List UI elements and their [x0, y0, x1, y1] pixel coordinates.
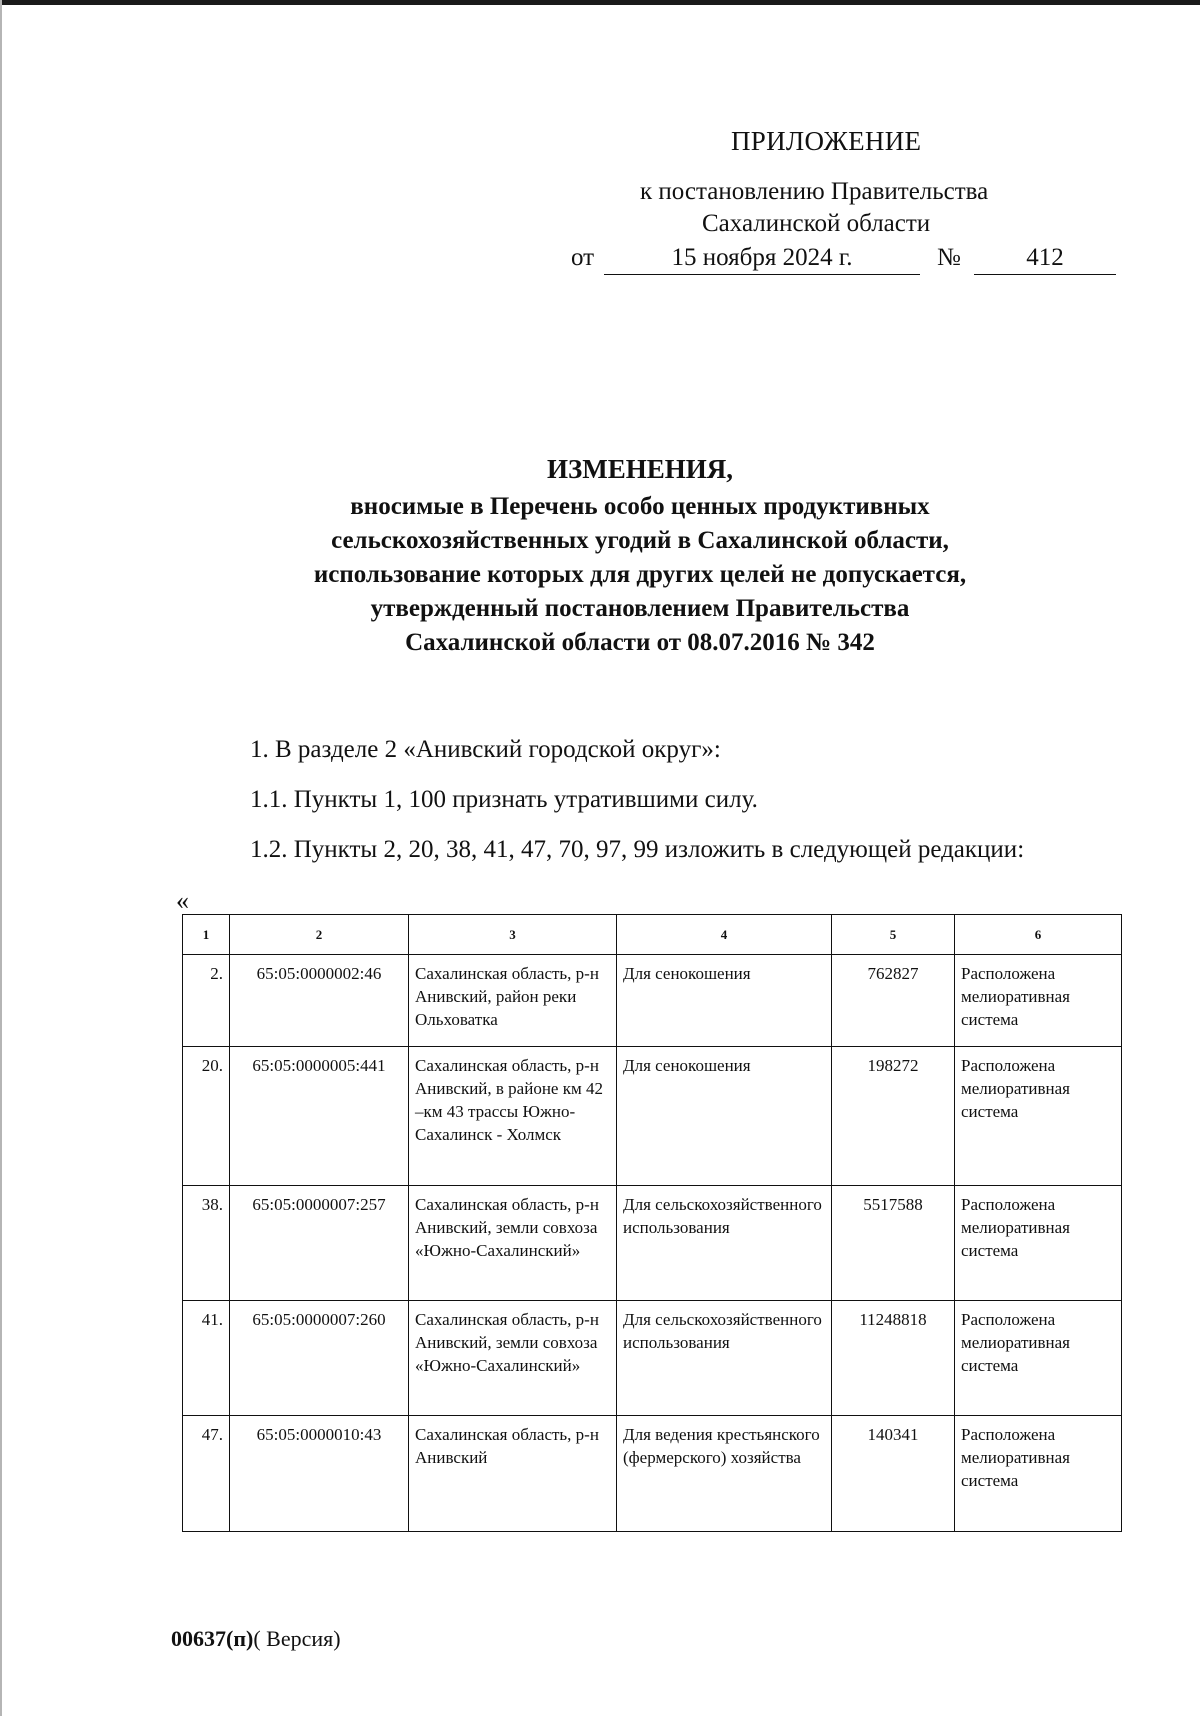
- amendment-item: 1.2. Пункты 2, 20, 38, 41, 47, 70, 97, 99 изложить в следующей редакции:: [250, 836, 1025, 863]
- cadastral-number: 65:05:0000002:46: [230, 955, 409, 1047]
- table-row: [183, 1186, 1122, 1301]
- table-row: [183, 955, 1122, 1047]
- document-footer: [171, 1626, 341, 1652]
- land-plots-table: [182, 914, 1122, 1532]
- area: 5517588: [832, 1186, 955, 1301]
- location: Сахалинская область, р-н Анивский, земли совхоза «Южно-Сахалинский»: [409, 1186, 617, 1301]
- column-header: 1: [183, 915, 230, 955]
- opening-quote: «: [176, 886, 189, 915]
- title-line: сельскохозяйственных угодий в Сахалинской области,: [331, 527, 949, 554]
- title-line: утвержденный постановлением Правительства: [370, 595, 910, 622]
- location: Сахалинская область, р-н Анивский, в районе км 42 –км 43 трассы Южно-Сахалинск - Холмск: [409, 1047, 617, 1186]
- note: Расположена мелиоративная система: [955, 1416, 1122, 1532]
- land-use: Для ведения крестьянского (фермерского) хозяйства: [617, 1416, 832, 1532]
- land-use: Для сельскохозяйственного использования: [617, 1301, 832, 1416]
- row-number: 20.: [183, 1047, 230, 1186]
- date-prefix: от: [571, 244, 595, 271]
- region-name: Сахалинской области: [702, 210, 931, 237]
- column-header: 2: [230, 915, 409, 955]
- location: Сахалинская область, р-н Анивский: [409, 1416, 617, 1532]
- cadastral-number: 65:05:0000007:257: [230, 1186, 409, 1301]
- column-header: 6: [955, 915, 1122, 955]
- row-number: 47.: [183, 1416, 230, 1532]
- column-header: 5: [832, 915, 955, 955]
- resolution-number: 412: [974, 244, 1116, 275]
- row-number: 41.: [183, 1301, 230, 1416]
- note: Расположена мелиоративная система: [955, 1047, 1122, 1186]
- note: Расположена мелиоративная система: [955, 1301, 1122, 1416]
- row-number: 2.: [183, 955, 230, 1047]
- row-number: 38.: [183, 1186, 230, 1301]
- land-use: Для сельскохозяйственного использования: [617, 1186, 832, 1301]
- table-row: [183, 1301, 1122, 1416]
- cadastral-number: 65:05:0000010:43: [230, 1416, 409, 1532]
- scan-left-edge: [0, 0, 2, 1716]
- amendment-item: 1.1. Пункты 1, 100 признать утратившими силу.: [250, 786, 758, 813]
- document-title: [200, 452, 1080, 660]
- resolution-reference: к постановлению Правительства: [640, 178, 989, 205]
- cadastral-number: 65:05:0000005:441: [230, 1047, 409, 1186]
- resolution-date: 15 ноября 2024 г.: [604, 244, 920, 275]
- note: Расположена мелиоративная система: [955, 955, 1122, 1047]
- amendment-item: 1. В разделе 2 «Анивский городской округ»:: [250, 736, 721, 763]
- land-use: Для сенокошения: [617, 955, 832, 1047]
- title-line: вносимые в Перечень особо ценных продуктивных: [350, 493, 930, 520]
- table-row: [183, 1416, 1122, 1532]
- land-use: Для сенокошения: [617, 1047, 832, 1186]
- area: 140341: [832, 1416, 955, 1532]
- note: Расположена мелиоративная система: [955, 1186, 1122, 1301]
- scan-top-edge: [0, 0, 1200, 5]
- number-sign: №: [937, 244, 961, 271]
- cadastral-number: 65:05:0000007:260: [230, 1301, 409, 1416]
- document-version: ( Версия): [253, 1626, 341, 1651]
- table-header-row: [183, 915, 1122, 955]
- document-code: 00637(п): [171, 1626, 254, 1651]
- title-line: использование которых для других целей не допускается,: [313, 561, 967, 588]
- area: 762827: [832, 955, 955, 1047]
- area: 198272: [832, 1047, 955, 1186]
- title-line: Сахалинской области от 08.07.2016 № 342: [405, 629, 875, 656]
- column-header: 3: [409, 915, 617, 955]
- area: 11248818: [832, 1301, 955, 1416]
- column-header: 4: [617, 915, 832, 955]
- appendix-label: ПРИЛОЖЕНИЕ: [731, 126, 922, 156]
- location: Сахалинская область, р-н Анивский, район реки Ольховатка: [409, 955, 617, 1047]
- title-main: ИЗМЕНЕНИЯ,: [546, 454, 733, 484]
- table-row: [183, 1047, 1122, 1186]
- location: Сахалинская область, р-н Анивский, земли совхоза «Южно-Сахалинский»: [409, 1301, 617, 1416]
